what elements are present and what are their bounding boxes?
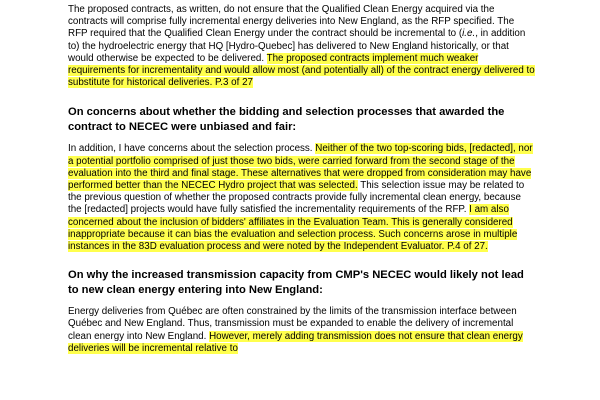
paragraph-text: This selection issue may be related to the previous question of whether the proposed contracts provide fully incremental clean energy, because the [redacted] projects would have fully satisfied the incrementality requirements of the RFP. bbox=[68, 180, 525, 216]
highlighted-text: Neither of the two top-scoring bids, [redacted], nor a potential portfolio comprised of just those two bids, were carried forward from the second stage of the evaluation into the third and final stage. These alternatives that were dropped from consideration may have performed better than the NECEC Hydro project that was selected. bbox=[68, 143, 533, 192]
highlighted-text: However, merely adding transmission does not ensure that clean energy deliveries will be incremental relative to bbox=[68, 330, 523, 354]
highlighted-text: I am also concerned about the inclusion of bidders' affiliates in the Evaluation Team. This is generally considered inappropriate because it can bias the evaluation and selection process. Such concerns arose in multiple instances in the 83D evaluation process and were noted by the Independent Evaluator. bbox=[68, 204, 518, 253]
paragraph-selection bbox=[68, 143, 536, 253]
paragraph-text: , in addition to) the hydroelectric energy that HQ [Hydro-Quebec] has delivered to New England historically, or that would otherwise be expected to be delivered. bbox=[68, 28, 526, 64]
paragraph-text: Energy deliveries from Québec are often constrained by the limits of the transmission interface between Québec and New England. Thus, transmission must be expanded to enable the delivery of incremental clean energy into New England. bbox=[68, 306, 517, 342]
document-body bbox=[68, 4, 536, 355]
page-reference: P.4 of 27. bbox=[444, 241, 488, 253]
paragraph-incrementality bbox=[68, 4, 536, 89]
paragraph-text: The proposed contracts, as written, do not ensure that the Qualified Clean Energy acquired via the contracts will comprise fully incremental energy deliveries into New England, as the RFP specified. The RFP required that the Qualified Clean Energy under the contract should be incremental to ( bbox=[68, 4, 515, 40]
emphasis-ie: i.e. bbox=[462, 28, 476, 40]
section-heading-transmission: On why the increased transmission capacity from CMP's NECEC would likely not lead to new clean energy entering into New England: bbox=[68, 269, 524, 296]
paragraph-text: In addition, I have concerns about the selection process. bbox=[68, 143, 316, 155]
section-heading-bidding: On concerns about whether the bidding and selection processes that awarded the contract to NECEC were unbiased and fair: bbox=[68, 106, 505, 133]
page-reference: P.3 of 27 bbox=[212, 77, 253, 89]
highlighted-text: The proposed contracts implement much weaker requirements for incrementality and would allow most (and potentially all) of the contract energy delivered to substitute for historical deliveries. bbox=[68, 52, 535, 89]
paragraph-transmission bbox=[68, 306, 536, 355]
